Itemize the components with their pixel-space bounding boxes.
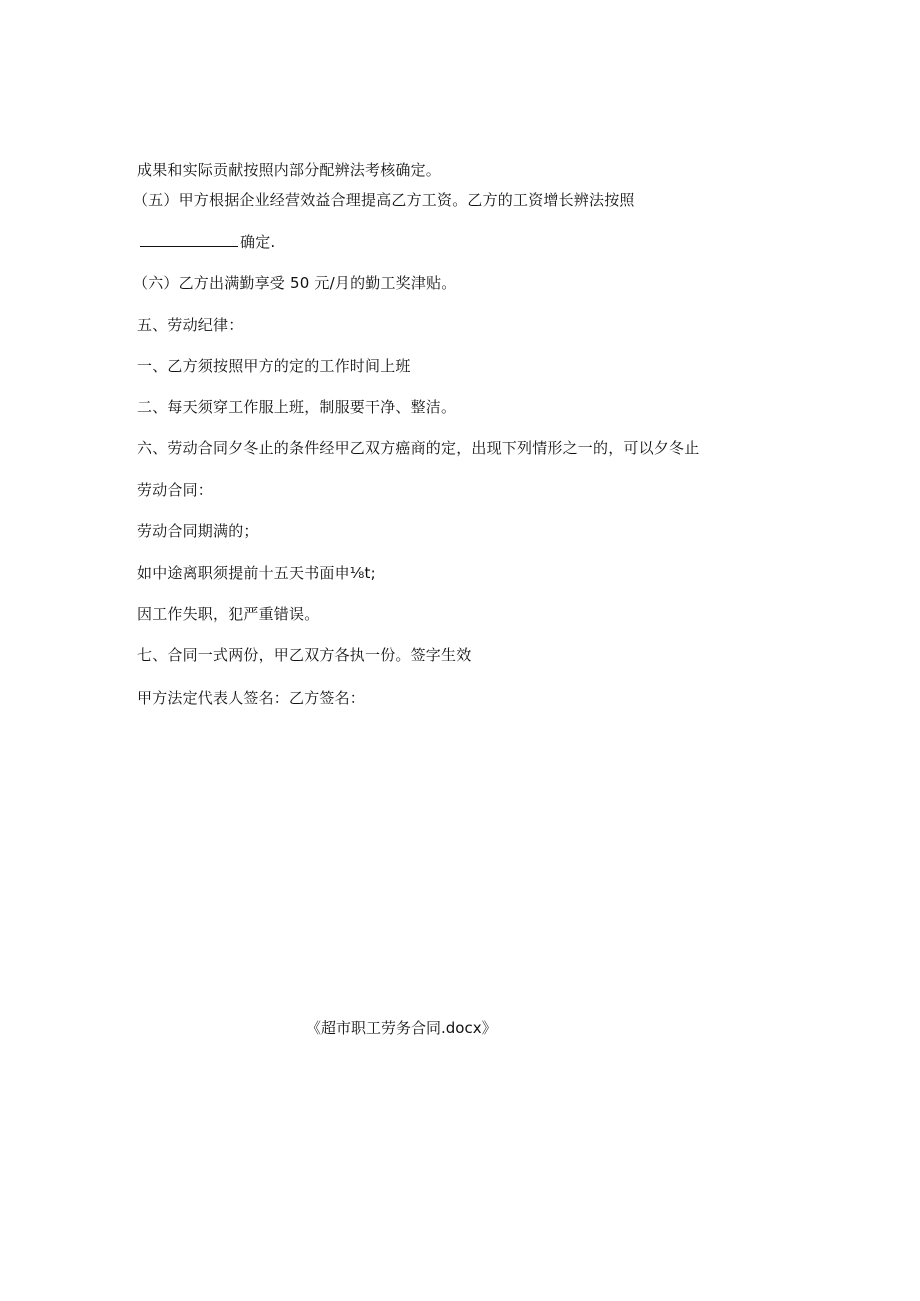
text-line-10: 劳动合同期满的； — [137, 522, 259, 540]
text-line-11: 如中途离职须提前十五天书面申⅛t; — [137, 564, 376, 582]
signature-line: 甲方法定代表人签名：乙方签名： — [137, 689, 366, 707]
text-line-13: 七、合同一式两份，甲乙双方各执一份。签字生效 — [137, 646, 472, 664]
text-line-1: 成果和实际贡献按照内部分配辨法考核确定。 — [137, 161, 442, 179]
text-line-3 — [140, 231, 275, 252]
text-line-12: 因工作失职，犯严重错误。 — [137, 605, 320, 623]
text-line-6: 一、乙方须按照甲方的定的工作时间上班 — [137, 357, 411, 375]
section-heading-labor-discipline: 五、劳动纪律： — [137, 316, 244, 334]
text-line-8: 六、劳动合同夕冬止的条件经甲乙双方癌商的定，出现下列情形之一的，可以夕冬止 — [137, 439, 700, 457]
document-filename-footer: 《超市职工劳务合同.docx》 — [306, 1019, 497, 1037]
text-line-7: 二、每天须穿工作服上班，制服要干净、整洁。 — [137, 398, 457, 416]
text-line-4: （六）乙方出满勤享受 50 元/月的勤工奖津贴。 — [133, 274, 457, 292]
text-line-2: （五）甲方根据企业经营效益合理提高乙方工资。乙方的工资增长辨法按照 — [133, 191, 635, 209]
fill-in-blank — [140, 231, 238, 247]
text-line-3-content: 确定. — [240, 233, 276, 251]
text-line-9: 劳动合同： — [137, 481, 214, 499]
